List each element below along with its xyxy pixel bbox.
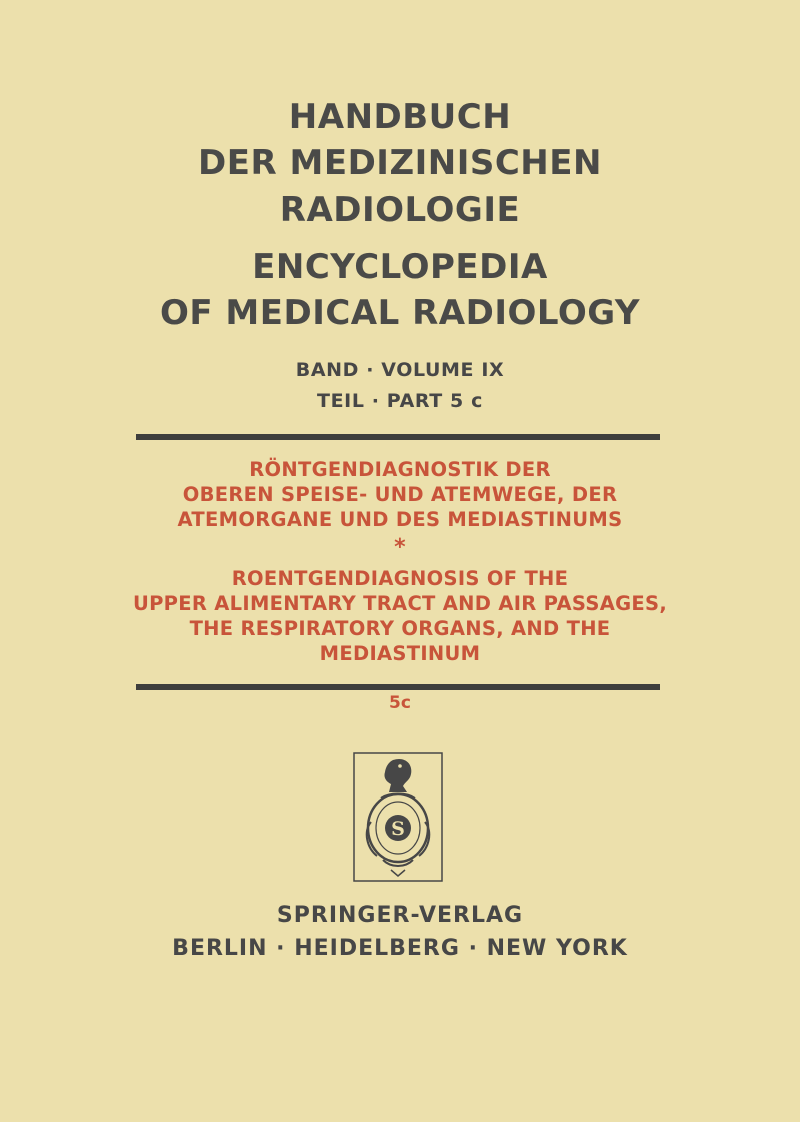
bottom-rule bbox=[136, 684, 660, 690]
title-en-line-1: ENCYCLOPEDIA bbox=[252, 247, 548, 287]
springer-knight-logo bbox=[353, 752, 443, 882]
volume-line: BAND · VOLUME IX bbox=[295, 359, 505, 381]
subtitle-en-line-2: UPPER ALIMENTARY TRACT AND AIR PASSAGES, bbox=[132, 592, 668, 615]
publisher-cities: BERLIN · HEIDELBERG · NEW YORK bbox=[172, 936, 628, 961]
subtitle-de-line-1: RÖNTGENDIAGNOSTIK DER bbox=[249, 458, 551, 481]
subtitle-de-line-3: ATEMORGANE UND DES MEDIASTINUMS bbox=[177, 508, 623, 531]
publisher-name: SPRINGER-VERLAG bbox=[276, 903, 524, 928]
subtitle-en-line-1: ROENTGENDIAGNOSIS OF THE bbox=[231, 567, 569, 590]
subtitle-separator: * bbox=[394, 535, 406, 560]
title-de-line-3: RADIOLOGIE bbox=[279, 190, 521, 230]
part-line: TEIL · PART 5 c bbox=[317, 390, 483, 412]
title-de-line-1: HANDBUCH bbox=[288, 97, 512, 137]
title-de-line-2: DER MEDIZINISCHEN bbox=[198, 143, 602, 183]
part-mark: 5c bbox=[389, 693, 411, 713]
top-rule bbox=[136, 434, 660, 440]
title-en-line-2: OF MEDICAL RADIOLOGY bbox=[159, 293, 641, 333]
subtitle-de-line-2: OBEREN SPEISE- UND ATEMWEGE, DER bbox=[182, 483, 618, 506]
subtitle-en-line-4: MEDIASTINUM bbox=[319, 642, 481, 665]
subtitle-en-line-3: THE RESPIRATORY ORGANS, AND THE bbox=[189, 617, 611, 640]
logo-letter: S bbox=[391, 818, 405, 840]
